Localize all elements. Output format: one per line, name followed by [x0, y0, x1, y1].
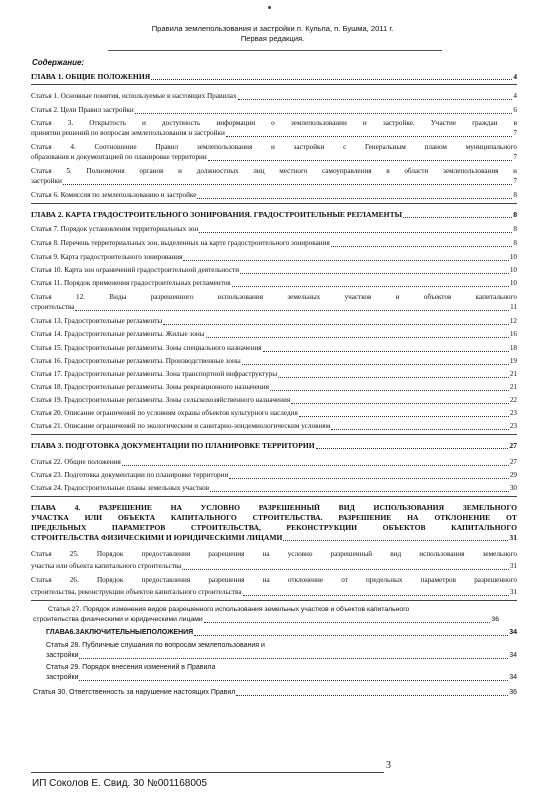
toc-article-29-line2: застройки 34: [46, 674, 517, 681]
footer-rule: [31, 772, 384, 773]
toc-chapter-4-line1: ГЛАВА 4. РАЗРЕШЕНИЕ НА УСЛОВНО РАЗРЕШЕННЫЙ ВИД ИСПОЛЬЗОВАНИЯ ЗЕМЕЛЬНОГО: [31, 503, 517, 512]
toc-article-29-line1: Статья 29. Порядок внесения изменений в Правила: [46, 664, 216, 671]
header-rule: [108, 50, 442, 51]
toc-article-24: Статья 24. Градостроительные планы земельных участков 30: [31, 484, 517, 492]
toc-article-21: Статья 21. Описание ограничений по экологическим и санитарно-эпидемиологическим условиям 23: [31, 422, 517, 430]
toc-article-7: Статья 7. Порядок установления территориальных зон 8: [31, 225, 517, 233]
toc-chapter-1: ГЛАВА 1. ОБЩИЕ ПОЛОЖЕНИЯ 4: [31, 72, 517, 81]
toc-article-23: Статья 23. Подготовка документации по планировке территории 29: [31, 471, 517, 479]
toc-article-3-line2: принятии решений по вопросам землепользования и застройки 7: [31, 129, 517, 137]
toc-article-27-line2: строительства физическими и юридическими лицами 36: [33, 616, 499, 623]
toc-article-27-line1: Статья 27. Порядок изменения видов разрешенного использования земельных участков и объектов капитального: [48, 606, 410, 613]
toc-article-12-line1: Статья 12. Виды разрешенного использования земельных участков и объектов капитального: [31, 293, 517, 301]
toc-article-5-line2: застройки 7: [31, 177, 517, 185]
toc-article-15: Статья 15. Градостроительные регламенты. Зоны специального назначения 18: [31, 344, 517, 352]
toc-article-26-line2: строительства, реконструкции объектов капитального строительства 31: [31, 588, 517, 596]
toc-article-5-line1: Статья 5. Полномочия органов и должностных лиц местного самоуправления в области землепользования и: [31, 167, 517, 175]
chapter-rule: [31, 600, 517, 601]
toc-article-1: Статья 1. Основные понятия, используемые в настоящих Правилах 4: [31, 92, 517, 100]
toc-article-11: Статья 11. Порядок применения градостроительных регламентов 10: [31, 279, 517, 287]
toc-article-6: Статья 6. Комиссия по землепользованию и застройке 8: [31, 191, 517, 199]
toc-chapter-6: ГЛАВА6.ЗАКЛЮЧИТЕЛЬНЫЕПОЛОЖЕНИЯ 34: [46, 629, 517, 636]
toc-article-10: Статья 10. Карта зон ограничений градостроительной деятельности 10: [31, 266, 517, 274]
toc-article-9: Статья 9. Карта градостроительного зонирования 10: [31, 253, 517, 261]
toc-chapter-4-line2: УЧАСТКА ИЛИ ОБЪЕКТА КАПИТАЛЬНОГО СТРОИТЕЛЬСТВА. РАЗРЕШЕНИЕ НА ОТКЛОНЕНИЕ ОТ: [31, 513, 517, 522]
chapter-rule: [31, 434, 517, 435]
toc-chapter-3: ГЛАВА 3. ПОДГОТОВКА ДОКУМЕНТАЦИИ ПО ПЛАНИРОВКЕ ТЕРРИТОРИИ 27: [31, 441, 517, 450]
toc-chapter-4-line4: СТРОИТЕЛЬСТВА ФИЗИЧЕСКИМИ И ЮРИДИЧЕСКИМИ ЛИЦАМИ 31: [31, 533, 517, 542]
chapter-rule: [31, 84, 517, 85]
toc-article-3-line1: Статья 3. Открытость и доступность информации о землепользовании и застройке. Участие граждан в: [31, 119, 517, 127]
scan-mark: [268, 6, 271, 9]
chapter-rule: [31, 496, 517, 497]
toc-article-13: Статья 13. Градостроительные регламенты 12: [31, 317, 517, 325]
contents-title: Содержание:: [32, 58, 85, 67]
toc-article-12-line2: строительства 11: [31, 303, 517, 311]
toc-article-18: Статья 18. Градостроительные регламенты. Зоны рекреационного назначения 21: [31, 383, 517, 391]
footer-stamp: ИП Соколов Е. Свид. 30 №001168005: [32, 778, 208, 789]
toc-chapter-4-line3: ПРЕДЕЛЬНЫХ ПАРАМЕТРОВ СТРОИТЕЛЬСТВА, РЕКОНСТРУКЦИИ ОБЪЕКТОВ КАПИТАЛЬНОГО: [31, 523, 517, 532]
toc-article-25-line1: Статья 25. Порядок предоставления разрешения на условно разрешенный вид использования земельного: [31, 550, 517, 558]
chapter-rule: [31, 203, 517, 204]
toc-article-2: Статья 2. Цели Правил застройки 6: [31, 106, 517, 114]
toc-article-20: Статья 20. Описание ограничений по условиям охраны объектов культурного наследия 23: [31, 409, 517, 417]
toc-article-28-line2: застройки 34: [46, 652, 517, 659]
toc-article-8: Статья 8. Перечень территориальных зон, выделенных на карте градостроительного зонирования 8: [31, 239, 517, 247]
toc-article-4-line2: образования и документацией по планировке территории 7: [31, 153, 517, 161]
toc-article-19: Статья 19. Градостроительные регламенты. Зоны сельскохозяйственного назначения 22: [31, 396, 517, 404]
toc-article-22: Статья 22. Общие положения 27: [31, 458, 517, 466]
running-header-edition: Первая редакция.: [240, 34, 305, 43]
toc-article-14: Статья 14. Градостроительные регламенты. Жилые зоны 16: [31, 330, 517, 338]
page-number: 3: [386, 760, 391, 771]
toc-chapter-2: ГЛАВА 2. КАРТА ГРАДОСТРОИТЕЛЬНОГО ЗОНИРОВАНИЯ. ГРАДОСТРОИТЕЛЬНЫЕ РЕГЛАМЕНТЫ 8: [31, 210, 517, 219]
toc-article-26-line1: Статья 26. Порядок предоставления разрешения на отклонение от предельных параметров разрешенного: [31, 576, 517, 584]
toc-article-4-line1: Статья 4. Соотношение Правил землепользования и застройки с Генеральным планом муниципального: [31, 143, 517, 151]
running-header-title: Правила землепользования и застройки п. Кульпа, п. Бушма, 2011 г.: [151, 24, 394, 33]
toc-article-28-line1: Статья 28. Публичные слушания по вопросам землепользования и: [46, 642, 265, 649]
toc-article-25-line2: участка или объекта капитального строительства 31: [31, 562, 517, 570]
toc-article-17: Статья 17. Градостроительные регламенты. Зона транспортной инфраструктуры 21: [31, 370, 517, 378]
toc-article-16: Статья 16. Градостроительные регламенты. Производственные зоны 19: [31, 357, 517, 365]
toc-article-30: Статья 30. Ответственность за нарушение настоящих Правил 36: [33, 689, 517, 696]
